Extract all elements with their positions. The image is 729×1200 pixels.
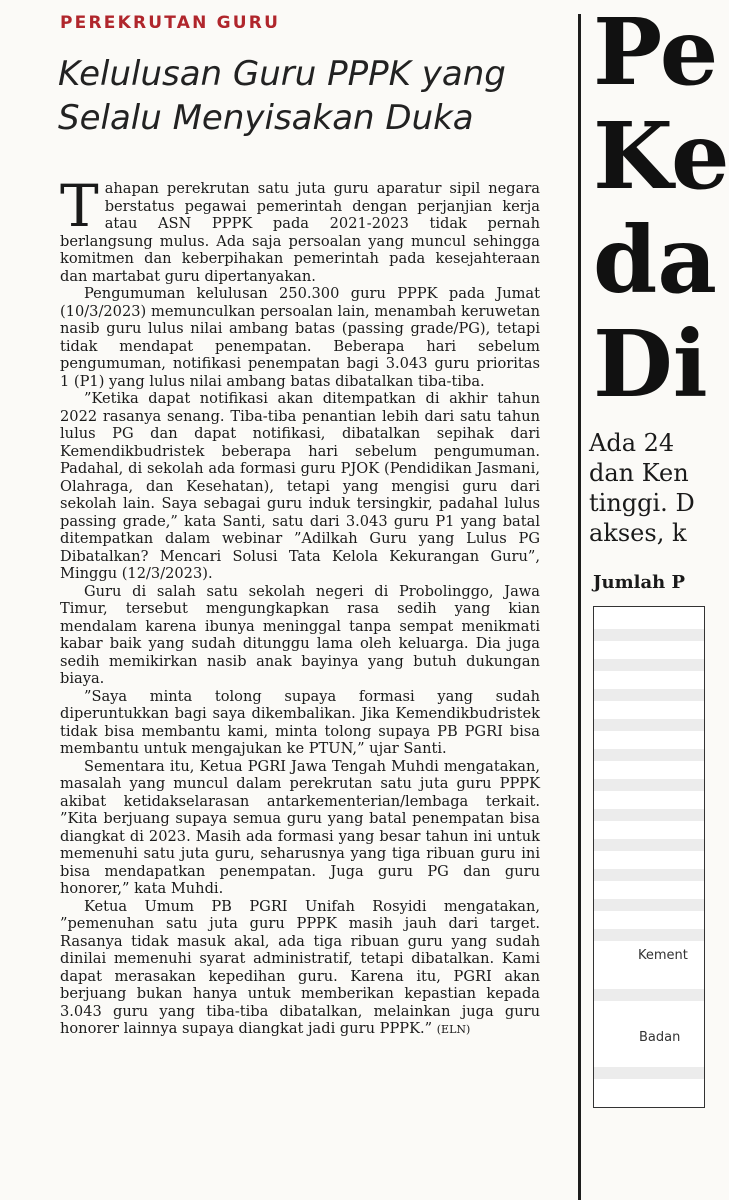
chart-gridline [594, 929, 704, 941]
adjacent-article [581, 0, 729, 1200]
chart-gridline [594, 989, 704, 1001]
article-kicker: PEREKRUTAN GURU [60, 13, 281, 33]
chart-gridline [594, 1067, 704, 1079]
chart-gridline [594, 809, 704, 821]
chart-gridline [594, 689, 704, 701]
chart-gridline [594, 869, 704, 881]
adjacent-chart-title: Jumlah P [593, 572, 686, 593]
article-paragraph-3: ”Ketika dapat notifikasi akan ditempatkan di akhir tahun 2022 rasanya senang. Tiba-tiba penantian lebih dari satu tahun lulus PG dan dapat notifikasi, dibatalkan sepihak dari Kemendikbudristek beberapa hari sebelum pengumuman. Padahal, di sekolah ada formasi guru PJOK (Pendidikan Jasmani, Olahraga, dan Kesehatan), tetapi yang mengisi guru dari sekolah lain. Saya sebagai guru induk tersingkir, padahal lulus passing grade,” kata Santi, satu dari 3.043 guru P1 yang batal ditempatkan dalam webinar ”Adilkah Guru yang Lulus PG Dibatalkan? Mencari Solusi Tata Kelola Kekurangan Guru”, Minggu (12/3/2023). [60, 390, 540, 582]
article-paragraph-7: Ketua Umum PB PGRI Unifah Rosyidi mengatakan, ”pemenuhan satu juta guru PPPK masih jauh dari target. Rasanya tidak masuk akal, ada tiga ribuan guru yang sudah dinilai memenuhi syarat administratif, tetapi dibatalkan. Kami dapat merasakan kepedihan guru. Karena itu, PGRI akan berjuang bukan hanya untuk memberikan kepastian kepada 3.043 guru yang tiba-tiba dibatalkan, melainkan juga guru honorer lainnya supaya diangkat jadi guru PPPK.” (ELN) [60, 897, 540, 1037]
article-paragraph-5: ”Saya minta tolong supaya formasi yang sudah diperuntukkan bagi saya dikembalikan. Jika Kemendikbudristek tidak bisa membantu kami, minta tolong supaya PB PGRI bisa membantu untuk mengajukan ke PTUN,” ujar Santi. [60, 687, 540, 757]
chart-gridline [594, 749, 704, 761]
chart-label: Kement [638, 948, 688, 963]
author-signature: (ELN) [436, 1023, 471, 1036]
article-paragraph-1: Tahapan perekrutan satu juta guru aparatur sipil negara berstatus pegawai pemerintah dengan perjanjian kerja atau ASN PPPK pada 2021-2023 tidak pernah berlangsung mulus. Ada saja persoalan yang muncul sehingga komitmen dan keberpihakan pemerintah pada kesejahteraan dan martabat guru dipertanyakan. [60, 172, 540, 285]
chart-gridline [594, 899, 704, 911]
article-body [60, 172, 540, 1039]
adjacent-headline: Pe Ke da Di [593, 0, 729, 418]
chart-label: Badan [639, 1030, 681, 1045]
article-paragraph-4: Guru di salah satu sekolah negeri di Probolinggo, Jawa Timur, tersebut mengungkapkan rasa sedih yang kian mendalam karena ibunya meninggal tanpa sempat menikmati kabar baik yang sudah ditunggu lama oleh keluarga. Dia juga sedih memikirkan nasib anak bayinya yang butuh dukungan biaya. [60, 582, 540, 687]
article-paragraph-2: Pengumuman kelulusan 250.300 guru PPPK pada Jumat (10/3/2023) memunculkan persoalan lain, menambah keruwetan nasib guru lulus nilai ambang batas (passing grade/PG), tetapi tidak mendapat penempatan. Beberapa hari sebelum pengumuman, notifikasi penempatan bagi 3.043 guru prioritas 1 (P1) yang lulus nilai ambang batas dibatalkan tiba-tiba. [60, 285, 540, 390]
article-paragraph-6: Sementara itu, Ketua PGRI Jawa Tengah Muhdi mengatakan, masalah yang muncul dalam perekrutan satu juta guru PPPK akibat ketidakselarasan antarkementerian/lembaga terkait. ”Kita berjuang supaya semua guru yang batal penempatan bisa diangkat di 2023. Masih ada formasi yang besar tahun ini untuk memenuhi satu juta guru, seharusnya yang tiga ribuan guru ini bisa mendapatkan penempatan. Juga guru PG dan guru honorer,” kata Muhdi. [60, 757, 540, 897]
adjacent-chart [593, 606, 705, 1108]
chart-gridline [594, 659, 704, 671]
chart-gridline [594, 839, 704, 851]
chart-gridline [594, 719, 704, 731]
article-headline: Kelulusan Guru PPPK yang Selalu Menyisakan Duka [58, 54, 506, 138]
drop-cap: T [60, 172, 99, 240]
adjacent-deck: Ada 24 dan Ken tinggi. D akses, k [589, 429, 695, 547]
chart-gridline [594, 779, 704, 791]
chart-gridline [594, 629, 704, 641]
